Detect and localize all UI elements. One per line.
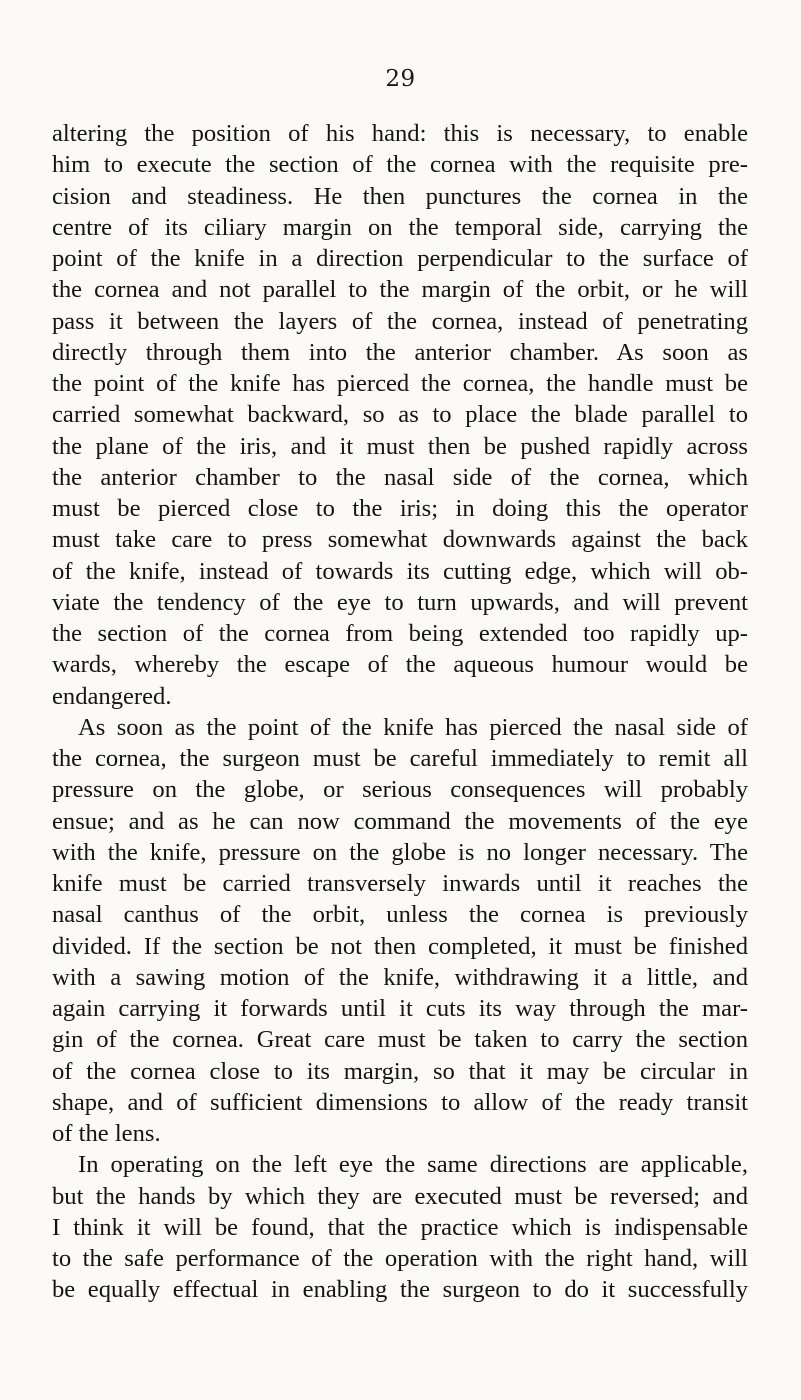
text-line: with a sawing motion of the knife, withdrawing it a little, and bbox=[52, 963, 748, 991]
paragraph-3 bbox=[52, 1149, 748, 1305]
text-line: him to execute the section of the cornea with the requisite pre- bbox=[52, 151, 748, 179]
text-line: shape, and of sufficient dimensions to allow of the ready transit bbox=[52, 1088, 748, 1116]
text-line: carried somewhat backward, so as to place the blade parallel to bbox=[52, 401, 748, 429]
text-line: but the hands by which they are executed must be reversed; and bbox=[52, 1182, 748, 1210]
text-line: gin of the cornea. Great care must be taken to carry the section bbox=[52, 1026, 748, 1054]
text-line: of the knife, instead of towards its cutting edge, which will ob- bbox=[52, 557, 748, 585]
paragraph-1 bbox=[52, 118, 748, 712]
text-line: divided. If the section be not then completed, it must be finished bbox=[52, 932, 748, 960]
text-line: the anterior chamber to the nasal side of the cornea, which bbox=[52, 463, 748, 491]
paragraph-2 bbox=[52, 712, 748, 1150]
page-number: 29 bbox=[385, 66, 416, 92]
text-line: be equally effectual in enabling the surgeon to do it successfully bbox=[52, 1276, 748, 1304]
text-line: As soon as the point of the knife has pierced the nasal side of bbox=[78, 713, 748, 741]
text-line: the point of the knife has pierced the cornea, the handle must be bbox=[52, 370, 748, 397]
text-line: to the safe performance of the operation with the right hand, will bbox=[52, 1245, 748, 1272]
text-line: must take care to press somewhat downwards against the back bbox=[52, 526, 748, 554]
text-line: centre of its ciliary margin on the temporal side, carrying the bbox=[52, 213, 748, 241]
text-line: knife must be carried transversely inwards until it reaches the bbox=[52, 870, 748, 897]
text-line: of the lens. bbox=[52, 1120, 161, 1147]
body-text bbox=[52, 118, 748, 1306]
text-line: altering the position of his hand: this is necessary, to enable bbox=[52, 120, 748, 147]
text-line: ensue; and as he can now command the movements of the eye bbox=[52, 807, 748, 835]
text-line: viate the tendency of the eye to turn upwards, and will prevent bbox=[52, 588, 748, 616]
text-line: the cornea, the surgeon must be careful immediately to remit all bbox=[52, 745, 748, 772]
text-line: wards, whereby the escape of the aqueous humour would be bbox=[52, 651, 748, 679]
text-line: the cornea and not parallel to the margin of the orbit, or he will bbox=[52, 276, 748, 304]
text-line: again carrying it forwards until it cuts its way through the mar- bbox=[52, 995, 748, 1022]
text-line: must be pierced close to the iris; in doing this the operator bbox=[52, 495, 748, 522]
text-line: nasal canthus of the orbit, unless the cornea is previously bbox=[52, 901, 748, 929]
text-line: of the cornea close to its margin, so that it may be circular in bbox=[52, 1057, 748, 1085]
text-line: point of the knife in a direction perpendicular to the surface of bbox=[52, 245, 748, 272]
text-line: endangered. bbox=[52, 682, 172, 710]
text-line: cision and steadiness. He then punctures the cornea in the bbox=[52, 182, 748, 210]
text-line: In operating on the left eye the same directions are applicable, bbox=[78, 1151, 748, 1179]
text-line: directly through them into the anterior chamber. As soon as bbox=[52, 338, 748, 366]
text-line: pressure on the globe, or serious consequences will probably bbox=[52, 776, 748, 804]
text-line: the plane of the iris, and it must then be pushed rapidly across bbox=[52, 432, 748, 460]
text-line: I think it will be found, that the practice which is indispensable bbox=[52, 1213, 748, 1241]
text-line: pass it between the layers of the cornea, instead of penetrating bbox=[52, 307, 748, 335]
text-line: with the knife, pressure on the globe is no longer necessary. The bbox=[52, 838, 748, 866]
text-line: the section of the cornea from being extended too rapidly up- bbox=[52, 620, 748, 647]
